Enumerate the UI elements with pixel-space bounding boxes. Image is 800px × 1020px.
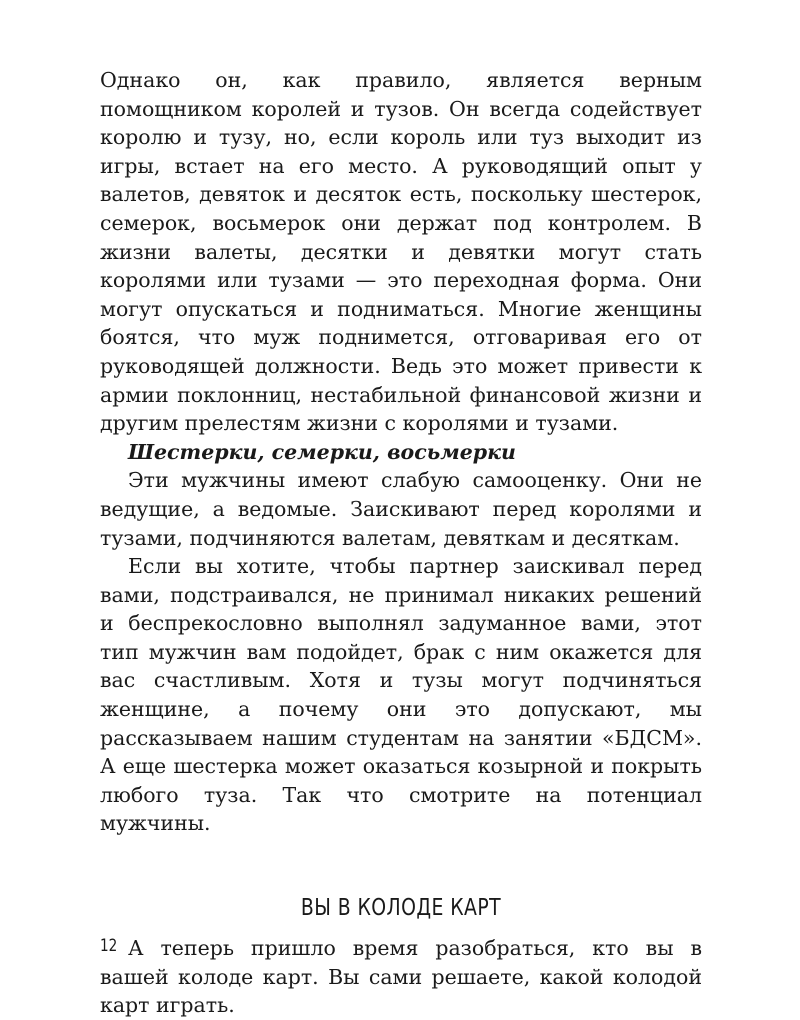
section-title: ВЫ В КОЛОДЕ КАРТ [300, 895, 502, 922]
page-number: 12 [100, 936, 118, 956]
subheading-sixes-sevens-eights: Шестерки, семерки, восьмерки [128, 439, 516, 464]
paragraph-1: Однако он, как правило, является верным помощником королей и тузов. Он всегда содействует королю и тузу, но, если король или туз выходит из игры, встает на его место. А руководящий опыт у валетов, девяток и десяток есть, поскольку шестерок, семерок, восьмерок они держат под контролем. В жизни валеты, десятки и девятки могут стать королями или тузами — это переходная форма. Они могут опускаться и подниматься. Многие женщины боятся, что муж поднимется, отговаривая его от руководящей должности. Ведь это может привести к армии поклонниц, нестабильной финансовой жизни и другим прелестям жизни с королями и тузами. [100, 68, 702, 436]
paragraph-3: Если вы хотите, чтобы партнер заискивал перед вами, подстраивался, не принимал никаких решений и беспрекословно выполнял задуманное вами, этот тип мужчин вам подойдет, брак с ним окажется для вас счастливым. Хотя и тузы могут подчиняться женщине, а почему они это допускают, мы рассказываем нашим студентам на занятии «БДСМ». А еще шестерка может оказаться козырной и покрыть любого туза. Так что смотрите на потенциал мужчины. [100, 554, 702, 836]
paragraph-2: Эти мужчины имеют слабую самооценку. Они не ведущие, а ведомые. Заискивают перед королями и тузами, подчиняются валетам, девяткам и десяткам. [100, 468, 702, 550]
paragraph-4: А теперь пришло время разобраться, кто вы в вашей колоде карт. Вы сами решаете, какой колодой карт играть. [100, 936, 702, 1018]
page-body [100, 66, 702, 1020]
